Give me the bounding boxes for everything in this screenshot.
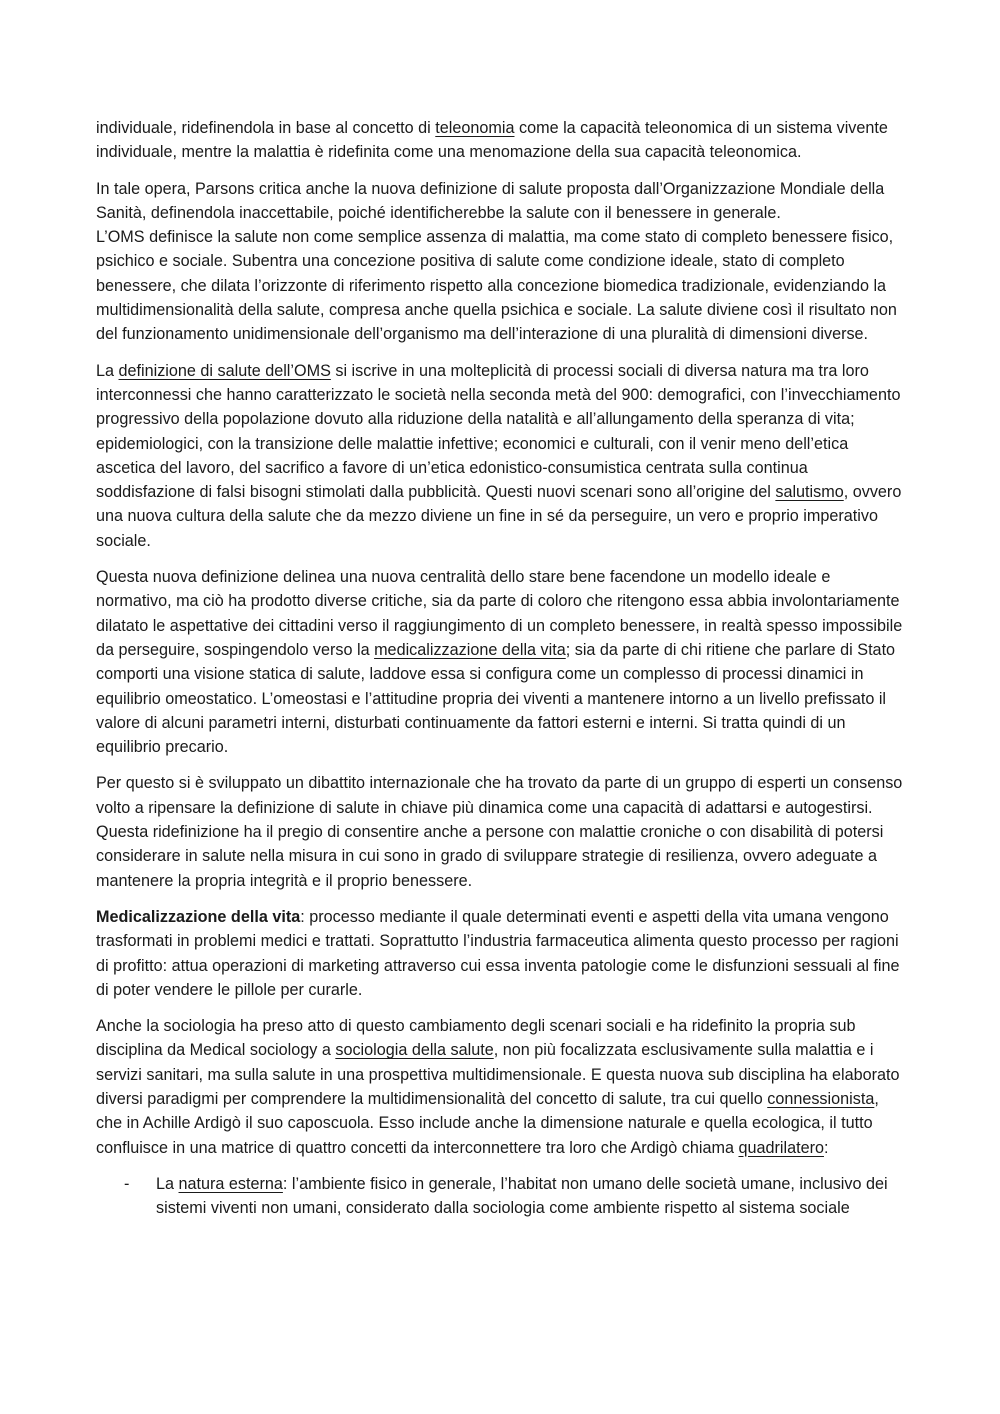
text-run: si iscrive in una molteplicità di processi sociali di diversa natura ma tra loro interconnessi che hanno caratterizzato le società nella seconda metà del 900: demografici, con l’invecchiamento progressivo della popolazione dovuto alla riduzione della natalità e all’allungamento della speranza di vita; epidemiologici, con la transizione delle malattie infettive; economici e culturali, con il venir meno dell’etica ascetica del lavoro, del sacrifico a favore di un’etica edonistico-consumistica centrata sulla continua soddisfazione di falsi bisogni stimolati dalla pubblicità. Questi nuovi scenari sono all’origine del — [96, 361, 901, 502]
text-run: : l’ambiente fisico in generale, l’habitat non umano delle società umane, inclusivo dei sistemi viventi non umani, considerato dalla sociologia come ambiente rispetto al sistema sociale — [156, 1174, 888, 1218]
text-run: individuale, ridefinendola in base al concetto di — [96, 119, 436, 137]
term-medicalizzazione: medicalizzazione della vita — [374, 640, 566, 659]
paragraph-sociologia-salute — [96, 1014, 906, 1160]
paragraph-medicalizzazione-definition — [96, 905, 906, 1002]
text-run: : — [823, 1138, 829, 1157]
text-run: Anche la sociologia ha preso atto di questo cambiamento degli scenari sociali e ha ridefinito la propria sub disciplina da Medical sociology a — [96, 1017, 856, 1060]
text-run: , che in Achille Ardigò il suo caposcuola. Esso include anche la dimensione naturale e quella ecologica, il tutto confluisce in una matrice di quattro concetti da interconnettere tra loro che Ardigò chiama — [96, 1089, 879, 1157]
list-dash: - — [124, 1174, 130, 1193]
text-run: come la capacità teleonomica di un sistema vivente individuale, mentre la malattia è ridefinita come una menomazione della sua capacità teleonomica. — [96, 119, 888, 162]
text-run: La — [96, 361, 119, 380]
paragraph-international-debate: Per questo si è sviluppato un dibattito internazionale che ha trovato da parte di un gruppo di esperti un consenso volto a ripensare la definizione di salute in chiave più dinamica come una capacità di adattarsi e autogestirsi. Questa ridefinizione ha il pregio di consentire anche a persone con malattie croniche o con disabilità di potersi considerare in salute nella misura in cui sono in grado di sviluppare strategie di resilienza, ovvero adeguate a mantenere la propria integrità e il proprio benessere. — [96, 774, 903, 890]
term-salutismo: salutismo — [775, 483, 844, 502]
term-quadrilatero: quadrilatero — [738, 1138, 824, 1157]
paragraph-oms-definition: L’OMS definisce la salute non come semplice assenza di malattia, ma come stato di completo benessere fisico, psichico e sociale. Subentra una concezione positiva di salute come condizione ideale, stato di completo benessere, che dilata l’orizzonte di riferimento rispetto alla concezione biomedica tradizionale, evidenziando la multidimensionalità della salute, compresa anche quella psichica e sociale. La salute diviene così il risultato non del funzionamento unidimensionale dell’organismo ma dell’interazione di una pluralità di dimensioni diverse. — [96, 228, 897, 344]
text-run: La — [156, 1174, 179, 1193]
quadrilatero-list — [96, 1172, 906, 1221]
list-item — [96, 1172, 906, 1221]
text-run: Questa nuova definizione delinea una nuova centralità dello stare bene facendone un modello ideale e normativo, ma ciò ha prodotto diverse critiche, sia da parte di coloro che ritengono essa abbia involontariamente dilatato le aspettative dei cittadini verso il raggiungimento di un completo benessere, in realtà spesso impossibile da perseguire, sospingendolo verso la — [96, 568, 903, 659]
term-connessionista: connessionista — [767, 1089, 875, 1108]
paragraph-critiques — [96, 565, 906, 759]
text-run: , ovvero una nuova cultura della salute che da mezzo diviene un fine in sé da perseguire, un vero e proprio imperativo sociale. — [96, 483, 902, 550]
paragraph-parsons-critique: In tale opera, Parsons critica anche la nuova definizione di salute proposta dall’Organizzazione Mondiale della Sanità, definendola inaccettabile, poiché identificherebbe la salute con il benessere in generale. — [96, 179, 885, 222]
paragraph-social-processes — [96, 359, 906, 553]
term-natura-esterna: natura esterna — [178, 1174, 283, 1193]
paragraph-teleonomia — [96, 116, 906, 165]
text-run: ; sia da parte di chi ritiene che parlare di Stato comporti una visione statica di salute, laddove essa si configura come un complesso di processi dinamici in equilibrio omeostatico. L’omeostasi e l’attitudine propria dei viventi a mantenere intorno a un livello prefissato il valore di alcuni parametri interni, disturbati continuamente da fattori esterni e interni. Si tratta quindi di un equilibrio precario. — [96, 640, 896, 757]
term-sociologia-della-salute: sociologia della salute — [335, 1041, 494, 1060]
text-run: : processo mediante il quale determinati eventi e aspetti della vita umana vengono trasformati in problemi medici e trattati. Soprattutto l’industria farmaceutica alimenta questo processo per ragioni di profitto: attua operazioni di marketing attraverso cui essa inventa patologie come le disfunzioni sessuali al fine di poter vendere le pillole per curarle. — [96, 907, 900, 999]
term-definizione-oms: definizione di salute dell’OMS — [118, 361, 331, 380]
text-run: , non più focalizzata esclusivamente sulla malattia e i servizi sanitari, ma sulla salute in una prospettiva multidimensionale. E questa nuova sub disciplina ha elaborato diversi paradigmi per comprendere la multidimensionalità del concetto di salute, tra cui quello — [96, 1041, 900, 1108]
term-teleonomia: teleonomia — [435, 119, 515, 137]
bold-term-medicalizzazione: Medicalizzazione della vita — [96, 907, 301, 926]
document-body — [96, 116, 906, 1220]
